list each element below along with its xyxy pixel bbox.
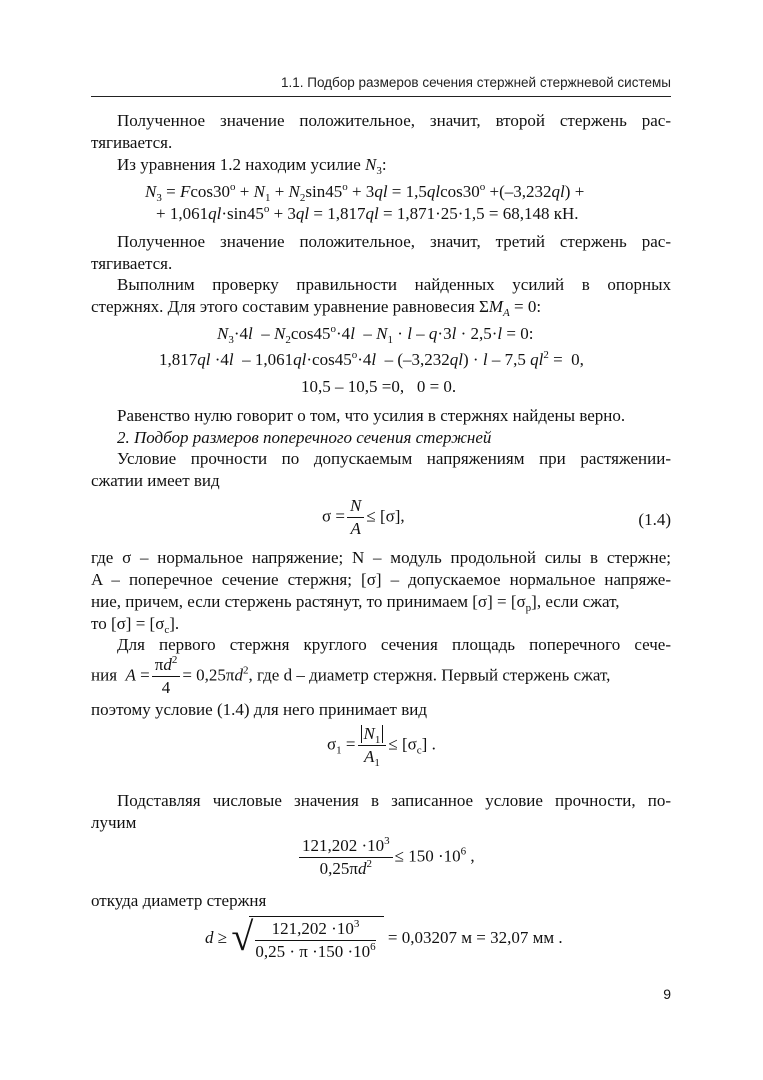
paragraph-line: поэтому условие (1.4) для него принимает вид: [91, 700, 427, 719]
paragraph-line: Равенство нулю говорит о том, что усилия в стержнях найдены верно.: [117, 406, 626, 425]
paragraph-line: Условие прочности по допускаемым напряжениям при растяжении-: [117, 449, 671, 468]
paragraph-line: Из уравнения 1.2 находим усилие $N_3$:: [117, 155, 387, 177]
paragraph-line: откуда диаметр стержня: [91, 891, 267, 910]
running-header: [91, 60, 671, 97]
paragraph-line: ния A = $\frac{\pi d^2}{4}$ = $0,25\pi d^2$, где d – диаметр стержня. Первый стержень сжат,: [91, 654, 611, 697]
diameter-result-equation: d ≥ √ $\frac{121,202 \cdot 10^3}{0,25 \cdot \pi \cdot 150 \cdot 10^6}$ = 0,03207 м = 32,07 мм .: [205, 914, 563, 961]
paragraph-line: тягивается.: [91, 254, 173, 273]
equation-number: (1.4): [638, 510, 671, 529]
paragraph-line: Полученное значение положительное, значит, второй стержень рас-: [117, 111, 671, 130]
equilibrium-check: 10,5 – 10,5 =0, 0 = 0.: [301, 377, 457, 396]
paragraph-line: то $[\sigma] = [\sigma_с]$.: [91, 614, 180, 636]
paragraph-line: Подставляя числовые значения в записанное условие прочности, по-: [117, 791, 671, 810]
equation-n3-line1: $N_3 = Fcos30^o + N_1 + N_2\sin 45^o + 3ql = 1,5qlcos30^o +(-3,232ql)$ +: [145, 181, 585, 204]
section-heading: 2. Подбор размеров поперечного сечения стержней: [117, 428, 492, 447]
paragraph-line: тягивается.: [91, 133, 173, 152]
paragraph-line: A – поперечное сечение стержня; [σ] – допускаемое нормальное напряже-: [91, 570, 671, 589]
paragraph-line: Выполним проверку правильности найденных усилий в опорных: [117, 275, 671, 294]
paragraph-line: лучим: [91, 813, 137, 832]
paragraph-line: Полученное значение положительное, значит, третий стержень рас-: [117, 232, 671, 251]
running-title: 1.1. Подбор размеров сечения стержней стержневой системы: [280, 75, 671, 90]
equation-n3-line2: + $1,061ql\cdot\sin 45^o + 3ql = 1,817ql = 1,871\cdot 25\cdot 1,5 = 68,148$ кН.: [156, 203, 579, 223]
equilibrium-substitution: $1,817ql \cdot 4l - 1,061ql\cdot\cos 45^o\cdot 4l - (-3,232ql) \cdot l - 7,5$ $ql^2 = 0$,: [159, 349, 584, 369]
paragraph-line: сжатии имеет вид: [91, 471, 220, 490]
substituted-inequality: $\frac{121,202 \cdot 10^3}{0,25\pi d^2}$ ≤ $150 \cdot 10^6$ ,: [297, 836, 475, 879]
page-number: 9: [663, 986, 671, 1002]
paragraph-line: стержнях. Для этого составим уравнение равновесия $\Sigma M_A = 0$:: [91, 297, 542, 319]
paragraph-line: ние, причем, если стержень растянут, то принимаем $[\sigma] = [\sigma_р]$, если сжат,: [91, 592, 620, 614]
paragraph-line: Для первого стержня круглого сечения площадь поперечного сече-: [117, 635, 671, 654]
paragraph-line: где σ – нормальное напряжение; N – модуль продольной силы в стержне;: [91, 548, 671, 567]
equilibrium-equation: $N_3\cdot 4l - N_2\cos 45^o\cdot 4l - N_1 \cdot l - q\cdot 3l \cdot 2,5\cdot l = 0$:: [217, 323, 534, 346]
strength-condition-equation: σ = $\frac{N}{A}$ ≤ [σ],: [322, 496, 405, 538]
sigma1-equation: $\sigma_1$ = $\frac{N_1}{A_1}$ ≤ $[\sigma_с]$ .: [327, 724, 436, 769]
